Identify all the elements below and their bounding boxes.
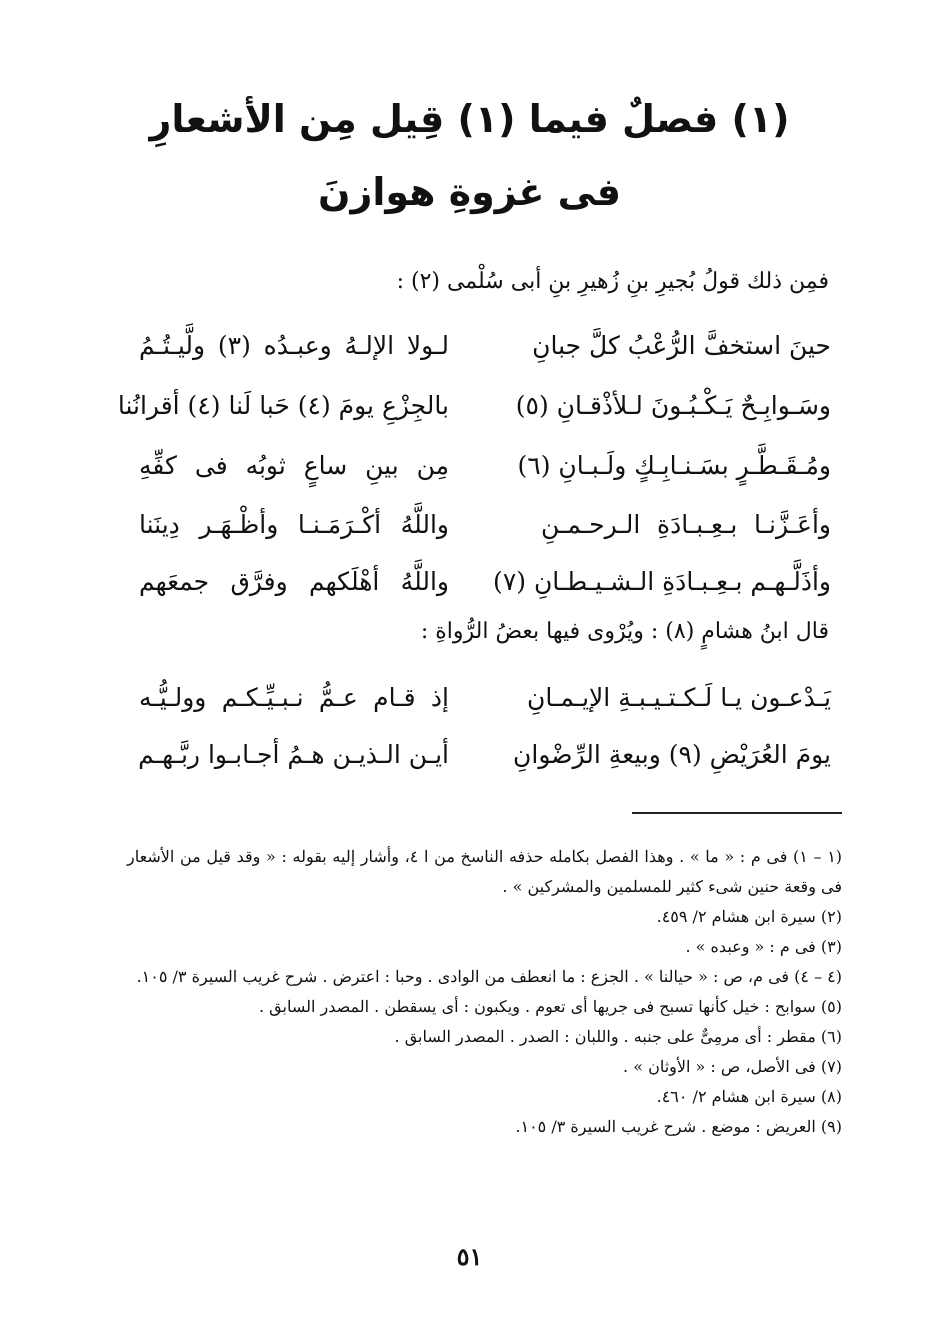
footnote-1: (١ – ١) فى م : « ما » . وهذا الفصل بكامله حذفه الناسخ من ا ٤، وأشار إليه بقوله : « وقد قيل من الأشعار فى وقعة حنين شىء كثير للمسلمين والمشركين » . [127,847,843,896]
verse-first-hemistich: لـولا الإلـهُ وعبـدُه (٣) ولَّيـتُـمُ [139,331,450,360]
verse-line [0,497,939,553]
verse-second-hemistich: وأذَلَّـهـم بـعِـبـادَةِ الـشـيـطـانِ (٧) [493,567,831,596]
verse-second-hemistich: يَـدْعـون يـا لَـكـتـيـبـةِ الإيـمـانِ [527,683,831,712]
footnote-4: (٤ – ٤) فى م، ص : « حيالنا » . الجزع : ما انعطف من الوادى . وحبا : اعترض . شرح غريب السيرة ٣/ ١٠٥. [136,967,842,986]
verse-second-hemistich: يومَ العُرَيْضِ (٩) وبيعةِ الرِّضْوانِ [513,740,831,769]
intro-paragraph: فمِن ذلك قولُ بُجيرِ بنِ زُهيرِ بنِ أبى سُلْمى (٢) : [396,269,829,294]
footnote-8: (٨) سيرة ابن هشام ٢/ ٤٦٠. [656,1087,842,1106]
footnotes [127,842,842,1142]
section-title-line-1: (١) فصلٌ فيما (١) قِيل مِن الأشعارِ [149,97,790,141]
footnote-9: (٩) العريض : موضع . شرح غريب السيرة ٣/ ١٠٥. [515,1117,842,1136]
verse-second-hemistich: وأعَـزَّنـا بـعِـبـادَةِ الـرحـمـنِ [541,510,831,539]
verse-second-hemistich: وسَـوابِـحٌ يَـكْـبُـونَ لـلأذْقـانِ (٥) [515,391,831,420]
footnote-6: (٦) مقطر : أى مرمِىٌّ على جنبه . واللبان : الصدر . المصدر السابق . [394,1027,842,1046]
verse-line [0,554,939,610]
verse-first-hemistich: مِن بينِ ساعٍ ثوبُه فى كفِّهِ [139,451,449,480]
verse-first-hemistich: واللَّهُ أهْلَكهم وفرَّق جمعَهم [139,567,449,596]
page-number: ٥١ [456,1242,483,1271]
verse-line [0,438,939,494]
verse-line [0,318,939,374]
verse-second-hemistich: ومُـقَـطَّـرٍ بسَـنـابِـكٍ ولَـبـانِ (٦) [517,451,831,480]
verse-second-hemistich: حينَ استخفَّ الرُّعْبُ كلَّ جبانِ [532,331,831,360]
narrator-note: قال ابنُ هشامٍ (٨) : ويُرْوى فيها بعضُ الرُّواةِ : [420,619,829,644]
verse-first-hemistich: إذ قـام عـمُّ نـبـيِّـكـم وولـيُّـه [139,683,449,712]
verse-first-hemistich: بالجِزْعِ يومَ (٤) حَبا لَنا (٤) أقرانُنا [117,391,449,420]
verse-first-hemistich: أيـن الـذيـن هـمُ أجـابـوا ربَّـهـم [138,740,449,769]
footnote-separator [632,812,842,814]
verse-line [0,727,939,783]
section-title-line-2: فى غزوةِ هوازنَ [318,170,621,214]
footnote-2: (٢) سيرة ابن هشام ٢/ ٤٥٩. [656,907,842,926]
verse-line [0,378,939,434]
verse-first-hemistich: واللَّهُ أكْـرَمَـنـا وأظْـهَـر دِينَنا [139,510,449,539]
footnote-7: (٧) فى الأصل، ص : « الأوثان » . [623,1057,842,1076]
footnote-5: (٥) سوابح : خيل كأنها تسبح فى جريها أى تعوم . ويكبون : أى يسقطن . المصدر السابق . [259,997,842,1016]
verse-line [0,670,939,726]
footnote-3: (٣) فى م : « وعبده » . [685,937,842,956]
